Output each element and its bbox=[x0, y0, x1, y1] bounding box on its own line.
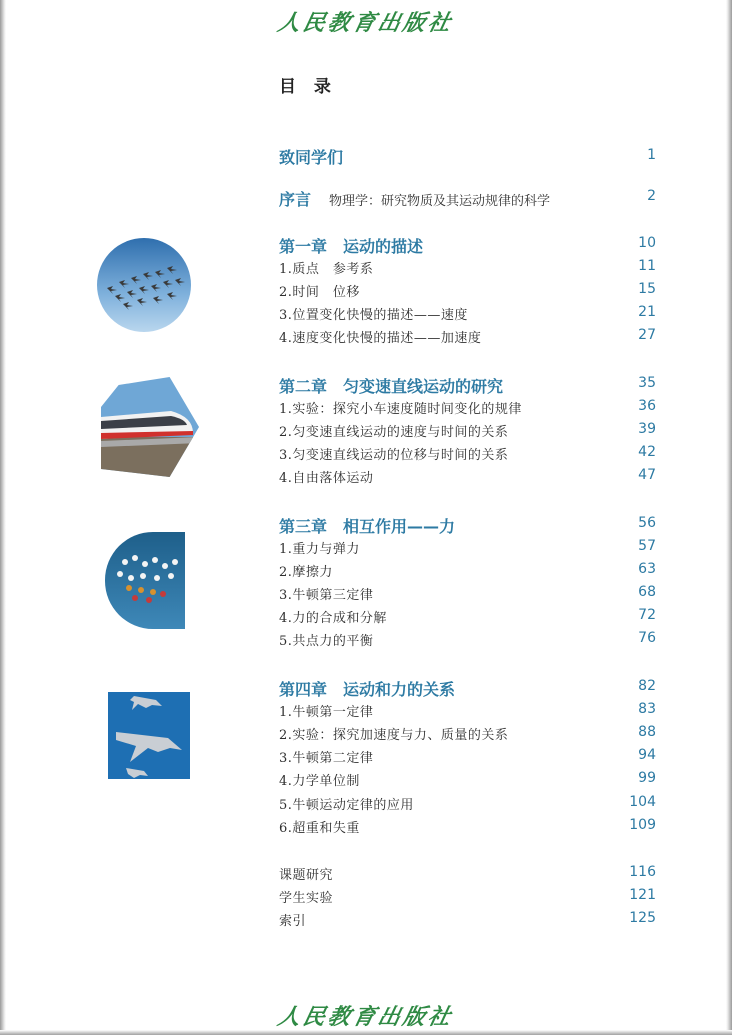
section-4-5[interactable]: 5.牛顿运动定律的应用 bbox=[279, 798, 414, 813]
section-4-1-page: 83 bbox=[638, 701, 656, 717]
section-2-4[interactable]: 4.自由落体运动 bbox=[279, 471, 374, 486]
section-4-4-page: 99 bbox=[638, 770, 656, 786]
publisher-logo-top: 人民教育出版社 bbox=[275, 10, 456, 36]
page-edge-right bbox=[726, 0, 732, 1035]
section-4-3[interactable]: 3.牛顿第二定律 bbox=[279, 751, 374, 766]
chapter-3-page: 56 bbox=[638, 515, 656, 531]
section-3-5[interactable]: 5.共点力的平衡 bbox=[279, 634, 374, 649]
toc-preface[interactable] bbox=[279, 187, 550, 210]
appendix-item-index[interactable]: 索引 bbox=[279, 914, 307, 929]
section-1-1-page: 11 bbox=[638, 258, 656, 274]
section-3-2-page: 63 bbox=[638, 561, 656, 577]
chapter-1-heading[interactable] bbox=[279, 234, 423, 257]
appendix-item-experiments-page: 121 bbox=[629, 887, 656, 903]
section-1-2-page: 15 bbox=[638, 281, 656, 297]
toc-preface-subtitle: 物理学：研究物质及其运动规律的科学 bbox=[329, 194, 551, 209]
section-2-1-page: 36 bbox=[638, 398, 656, 414]
toc-preface-page: 2 bbox=[647, 188, 656, 204]
chapter-3-title: 相互作用——力 bbox=[343, 517, 456, 536]
toc-intro-page: 1 bbox=[647, 147, 656, 163]
page-title: 目 录 bbox=[279, 77, 337, 97]
section-1-1[interactable]: 1.质点 参考系 bbox=[279, 262, 374, 277]
chapter-2-number: 第二章 bbox=[279, 377, 328, 396]
section-1-4-page: 27 bbox=[638, 327, 656, 343]
section-1-4[interactable]: 4.速度变化快慢的描述——加速度 bbox=[279, 331, 482, 346]
section-3-1-page: 57 bbox=[638, 538, 656, 554]
page-edge-left bbox=[0, 0, 6, 1035]
appendix-item-research[interactable]: 课题研究 bbox=[279, 868, 334, 883]
chapter-2-page: 35 bbox=[638, 375, 656, 391]
chapter-2-train-image bbox=[101, 377, 199, 477]
chapter-3-number: 第三章 bbox=[279, 517, 328, 536]
section-2-3-page: 42 bbox=[638, 444, 656, 460]
section-1-3[interactable]: 3.位置变化快慢的描述——速度 bbox=[279, 308, 468, 323]
appendix-item-experiments[interactable]: 学生实验 bbox=[279, 891, 334, 906]
section-4-1[interactable]: 1.牛顿第一定律 bbox=[279, 705, 374, 720]
section-3-4-page: 72 bbox=[638, 607, 656, 623]
section-2-2-page: 39 bbox=[638, 421, 656, 437]
toc-intro[interactable] bbox=[279, 145, 343, 168]
section-4-6[interactable]: 6.超重和失重 bbox=[279, 821, 360, 836]
section-2-2[interactable]: 2.匀变速直线运动的速度与时间的关系 bbox=[279, 425, 509, 440]
appendix-item-index-page: 125 bbox=[629, 910, 656, 926]
section-4-6-page: 109 bbox=[629, 817, 656, 833]
chapter-1-title: 运动的描述 bbox=[343, 237, 424, 256]
section-4-5-page: 104 bbox=[629, 794, 656, 810]
section-4-4[interactable]: 4.力学单位制 bbox=[279, 774, 360, 789]
section-2-3[interactable]: 3.匀变速直线运动的位移与时间的关系 bbox=[279, 448, 509, 463]
section-2-1[interactable]: 1.实验：探究小车速度随时间变化的规律 bbox=[279, 402, 522, 417]
section-1-2[interactable]: 2.时间 位移 bbox=[279, 285, 360, 300]
toc-intro-title: 致同学们 bbox=[279, 148, 344, 167]
chapter-2-heading[interactable] bbox=[279, 374, 503, 397]
appendix-item-research-page: 116 bbox=[629, 864, 656, 880]
section-4-2-page: 88 bbox=[638, 724, 656, 740]
section-3-2[interactable]: 2.摩擦力 bbox=[279, 565, 333, 580]
section-3-3-page: 68 bbox=[638, 584, 656, 600]
chapter-4-page: 82 bbox=[638, 678, 656, 694]
chapter-1-number: 第一章 bbox=[279, 237, 328, 256]
chapter-2-title: 匀变速直线运动的研究 bbox=[343, 377, 504, 396]
chapter-4-heading[interactable] bbox=[279, 677, 455, 700]
publisher-logo-bottom: 人民教育出版社 bbox=[275, 1004, 456, 1030]
section-2-4-page: 47 bbox=[638, 467, 656, 483]
section-3-1[interactable]: 1.重力与弹力 bbox=[279, 542, 360, 557]
chapter-4-title: 运动和力的关系 bbox=[343, 680, 456, 699]
toc-preface-title: 序言 bbox=[279, 190, 312, 209]
chapter-1-birds-image bbox=[97, 238, 191, 332]
chapter-4-number: 第四章 bbox=[279, 680, 328, 699]
section-4-3-page: 94 bbox=[638, 747, 656, 763]
chapter-3-heading[interactable] bbox=[279, 514, 455, 537]
chapter-1-page: 10 bbox=[638, 235, 656, 251]
section-4-2[interactable]: 2.实验：探究加速度与力、质量的关系 bbox=[279, 728, 509, 743]
section-1-3-page: 21 bbox=[638, 304, 656, 320]
section-3-3[interactable]: 3.牛顿第三定律 bbox=[279, 588, 374, 603]
section-3-5-page: 76 bbox=[638, 630, 656, 646]
section-3-4[interactable]: 4.力的合成和分解 bbox=[279, 611, 387, 626]
chapter-4-jets-image bbox=[108, 692, 190, 779]
chapter-3-skydivers-image bbox=[105, 532, 185, 629]
